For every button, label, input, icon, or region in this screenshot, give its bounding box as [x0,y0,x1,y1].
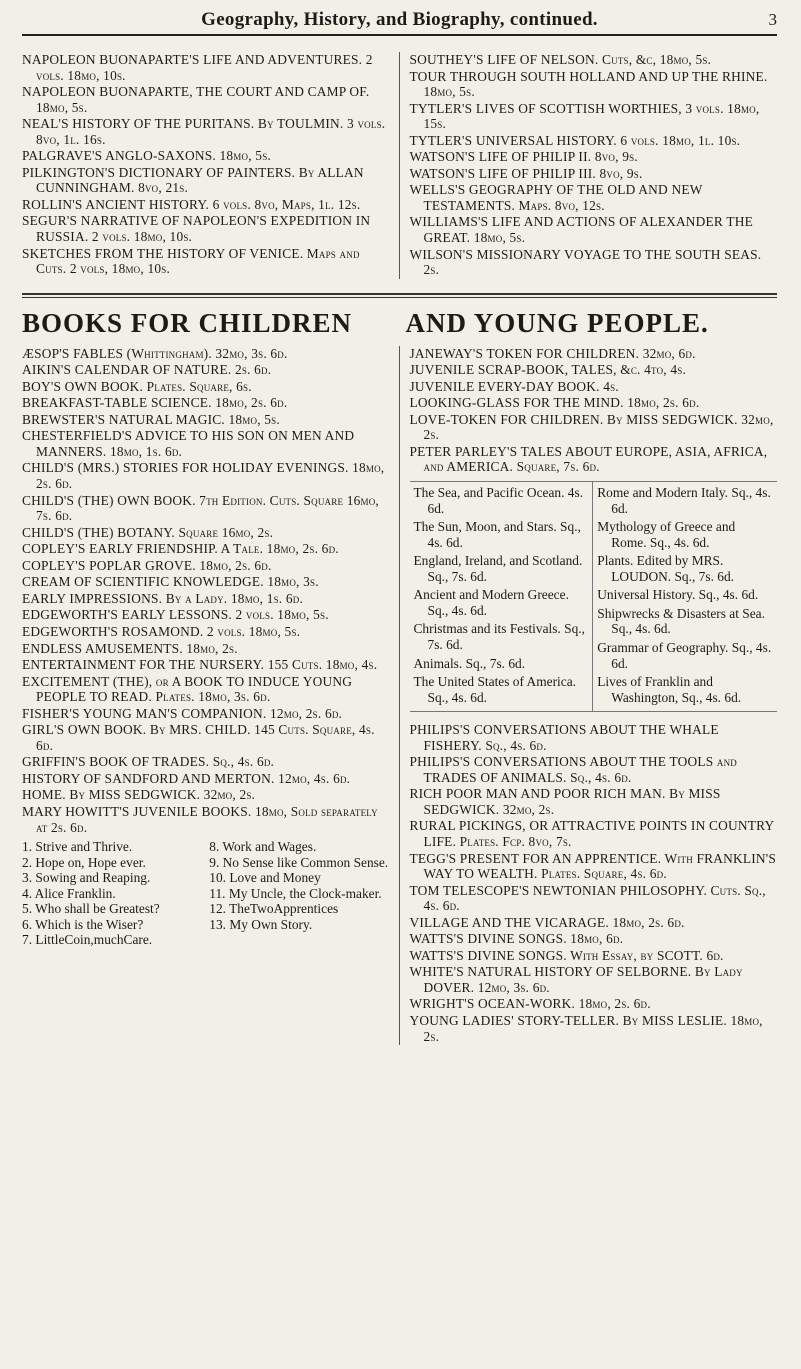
book-entry: ENTERTAINMENT FOR THE NURSERY. 155 Cuts. 18mo, 4s. [22,657,378,673]
children-left-column [22,346,400,1045]
book-entry: VILLAGE AND THE VICARAGE. 18mo, 2s. 6d. [409,914,685,930]
list-item: Plants. Edited by MRS. LOUDON. Sq., 7s. 6d. [597,553,735,584]
list-item: Mythology of Greece and Rome. Sq., 4s. 6d. [597,519,736,550]
book-entry: TOM TELESCOPE'S NEWTONIAN PHILOSOPHY. Cuts. Sq., 4s. 6d. [409,882,766,914]
parley-series-right [593,482,777,711]
list-item: 9. No Sense like Common Sense. [209,854,389,870]
book-entry: HISTORY OF SANDFORD AND MERTON. 12mo, 4s. 6d. [22,770,351,786]
book-entry: CREAM OF SCIENTIFIC KNOWLEDGE. 18mo, 3s. [22,574,319,590]
section-divider [22,293,777,298]
children-right-lower [410,722,778,1044]
book-entry: GIRL'S OWN BOOK. By MRS. CHILD. 145 Cuts. Square, 4s. 6d. [22,722,375,753]
book-entry: PHILIPS'S CONVERSATIONS ABOUT THE TOOLS and TRADES OF ANIMALS. Sq., 4s. 6d. [409,754,738,785]
book-entry: NAPOLEON BUONAPARTE, THE COURT AND CAMP OF. 18mo, 5s. [22,84,370,115]
book-entry: CHILD'S (THE) BOTANY. Square 16mo, 2s. [22,524,274,540]
book-entry: WILLIAMS'S LIFE AND ACTIONS OF ALEXANDER THE GREAT. 18mo, 5s. [409,214,753,246]
book-entry: CHILD'S (MRS.) STORIES FOR HOLIDAY EVENINGS. 18mo, 2s. 6d. [22,460,385,492]
book-entry: WHITE'S NATURAL HISTORY OF SELBORNE. By Lady DOVER. 12mo, 3s. 6d. [409,964,743,995]
book-entry: WILSON'S MISSIONARY VOYAGE TO THE SOUTH SEAS. 2s. [409,246,762,278]
list-item: 3. Sowing and Reaping. [22,870,151,886]
history-left-column [22,52,400,279]
parley-series-table [410,481,778,712]
list-item: Grammar of Geography. Sq., 4s. 6d. [597,639,772,671]
list-item: Animals. Sq., 7s. 6d. [413,655,526,671]
book-entry: BREWSTER'S NATURAL MAGIC. 18mo, 5s. [22,411,280,427]
book-entry: WATSON'S LIFE OF PHILIP II. 8vo, 9s. [409,149,638,165]
book-entry: NAPOLEON BUONAPARTE'S LIFE AND ADVENTURES. 2 vols. 18mo, 10s. [22,52,373,83]
list-item: Rome and Modern Italy. Sq., 4s. 6d. [597,485,771,516]
book-entry: PETER PARLEY'S TALES ABOUT EUROPE, ASIA, AFRICA, and AMERICA. Square, 7s. 6d. [409,443,768,475]
section-heading-right: AND YOUNG PEOPLE. [405,307,709,338]
book-entry: COPLEY'S EARLY FRIENDSHIP. A Tale. 18mo, 2s. 6d. [22,541,339,557]
book-entry: WATTS'S DIVINE SONGS. With Essay, by SCOTT. 6d. [409,947,724,963]
book-entry: COPLEY'S POPLAR GROVE. 18mo, 2s. 6d. [22,557,272,573]
book-entry: WATTS'S DIVINE SONGS. 18mo, 6d. [409,931,624,947]
list-item: 10. Love and Money [209,870,321,886]
list-item: 12. TheTwoApprentices [209,901,339,917]
children-section [22,346,777,1045]
book-entry: MARY HOWITT'S JUVENILE BOOKS. 18mo, Sold separately at 2s. 6d. [22,803,378,835]
book-entry: RURAL PICKINGS, OR ATTRACTIVE POINTS IN COUNTRY LIFE. Plates. Fcp. 8vo, 7s. [409,818,774,849]
book-entry: CHILD'S (THE) OWN BOOK. 7th Edition. Cuts. Square 16mo, 7s. 6d. [22,492,379,524]
section-heading [22,306,777,340]
list-item: The Sun, Moon, and Stars. Sq., 4s. 6d. [413,519,581,550]
history-right-column [400,52,778,279]
book-entry: RICH POOR MAN AND POOR RICH MAN. By MISS SEDGWICK. 32mo, 2s. [409,786,721,817]
book-entry: ÆSOP'S FABLES (Whittingham). 32mo, 3s. 6d. [22,345,288,361]
list-item: 5. Who shall be Greatest? [22,901,160,917]
list-item: 4. Alice Franklin. [22,885,116,901]
list-item: 8. Work and Wages. [209,839,317,855]
list-item: Lives of Franklin and Washington, Sq., 4s. 6d. [597,674,742,705]
parley-series-left [410,482,594,711]
book-entry: EDGEWORTH'S EARLY LESSONS. 2 vols. 18mo, 5s. [22,607,329,623]
book-entry: YOUNG LADIES' STORY-TELLER. By MISS LESLIE. 18mo, 2s. [409,1012,763,1044]
book-entry: LOOKING-GLASS FOR THE MIND. 18mo, 2s. 6d. [409,395,700,411]
book-entry: PALGRAVE'S ANGLO-SAXONS. 18mo, 5s. [22,148,271,164]
list-item: 13. My Own Story. [209,916,313,932]
book-entry: GRIFFIN'S BOOK OF TRADES. Sq., 4s. 6d. [22,754,275,770]
book-entry: JUVENILE SCRAP-BOOK, TALES, &c. 4to, 4s. [409,362,687,378]
book-entry: TYTLER'S UNIVERSAL HISTORY. 6 vols. 18mo, 1l. 10s. [409,132,741,148]
book-entry: ENDLESS AMUSEMENTS. 18mo, 2s. [22,640,238,656]
list-item: Shipwrecks & Disasters at Sea. Sq., 4s. 6d. [597,605,765,637]
list-item: 1. Strive and Thrive. [22,839,133,855]
list-item: Christmas and its Festivals. Sq., 7s. 6d. [413,621,585,652]
book-entry: TOUR THROUGH SOUTH HOLLAND AND UP THE RHINE. 18mo, 5s. [409,68,768,100]
running-head [22,8,777,36]
book-entry: LOVE-TOKEN FOR CHILDREN. By MISS SEDGWICK. 32mo, 2s. [409,411,774,443]
book-entry: TEGG'S PRESENT FOR AN APPRENTICE. With FRANKLIN'S WAY TO WEALTH. Plates. Square, 4s. 6d. [409,850,777,882]
list-item: The United States of America. Sq., 4s. 6d. [413,674,576,705]
book-entry: WATSON'S LIFE OF PHILIP III. 8vo, 9s. [409,165,643,181]
list-item: Ancient and Modern Greece. Sq., 4s. 6d. [413,587,569,618]
list-item [209,932,388,948]
history-section [22,52,777,279]
book-entry: WELLS'S GEOGRAPHY OF THE OLD AND NEW TESTAMENTS. Maps. 8vo, 12s. [409,182,703,213]
book-entry: CHESTERFIELD'S ADVICE TO HIS SON ON MEN AND MANNERS. 18mo, 1s. 6d. [22,428,355,459]
book-entry: AIKIN'S CALENDAR OF NATURE. 2s. 6d. [22,362,272,378]
list-item: Universal History. Sq., 4s. 6d. [597,587,759,603]
book-entry: SOUTHEY'S LIFE OF NELSON. Cuts, &c, 18mo, 5s. [409,52,712,67]
book-entry: SKETCHES FROM THE HISTORY OF VENICE. Maps and Cuts. 2 vols, 18mo, 10s. [22,245,360,277]
book-entry: PILKINGTON'S DICTIONARY OF PAINTERS. By ALLAN CUNNINGHAM. 8vo, 21s. [22,164,364,196]
page-title: Geography, History, and Biography, continued. [201,9,598,30]
book-entry: FISHER'S YOUNG MAN'S COMPANION. 12mo, 2s. 6d. [22,705,343,721]
book-entry: EXCITEMENT (THE), or A BOOK TO INDUCE YOUNG PEOPLE TO READ. Plates. 18mo, 3s. 6d. [22,673,353,705]
book-entry: HOME. By MISS SEDGWICK. 32mo, 2s. [22,787,256,803]
list-item: 7. LittleCoin,muchCare. [22,932,153,948]
book-entry: BREAKFAST-TABLE SCIENCE. 18mo, 2s. 6d. [22,395,288,411]
book-entry: ROLLIN'S ANCIENT HISTORY. 6 vols. 8vo, Maps, 1l. 12s. [22,196,361,212]
list-item: 11. My Uncle, the Clock-maker. [209,885,382,901]
list-item: The Sea, and Pacific Ocean. 4s. 6d. [413,485,584,516]
book-entry: SEGUR'S NARRATIVE OF NAPOLEON'S EXPEDITION IN RUSSIA. 2 vols. 18mo, 10s. [22,213,371,245]
book-entry: EARLY IMPRESSIONS. By a Lady. 18mo, 1s. 6d. [22,590,304,606]
list-item: 2. Hope on, Hope ever. [22,854,146,870]
book-entry: BOY'S OWN BOOK. Plates. Square, 6s. [22,378,252,394]
book-entry: TYTLER'S LIVES OF SCOTTISH WORTHIES, 3 vols. 18mo, 15s. [409,100,760,132]
list-item: England, Ireland, and Scotland. Sq., 7s. 6d. [413,553,583,584]
book-entry: JUVENILE EVERY-DAY BOOK. 4s. [409,378,619,394]
list-item: 6. Which is the Wiser? [22,916,144,932]
howitt-series-list [22,839,389,948]
book-entry: PHILIPS'S CONVERSATIONS ABOUT THE WHALE FISHERY. Sq., 4s. 6d. [409,722,719,753]
section-heading-left: BOOKS FOR CHILDREN [22,307,353,338]
book-entry: JANEWAY'S TOKEN FOR CHILDREN. 32mo, 6d. [409,345,696,361]
book-entry: WRIGHT'S OCEAN-WORK. 18mo, 2s. 6d. [409,996,651,1012]
children-right-column [400,346,778,1045]
book-entry: EDGEWORTH'S ROSAMOND. 2 vols. 18mo, 5s. [22,623,301,639]
book-entry: NEAL'S HISTORY OF THE PURITANS. By TOULMIN. 3 vols. 8vo, 1l. 16s. [22,116,386,147]
page-number: 3 [768,10,777,29]
